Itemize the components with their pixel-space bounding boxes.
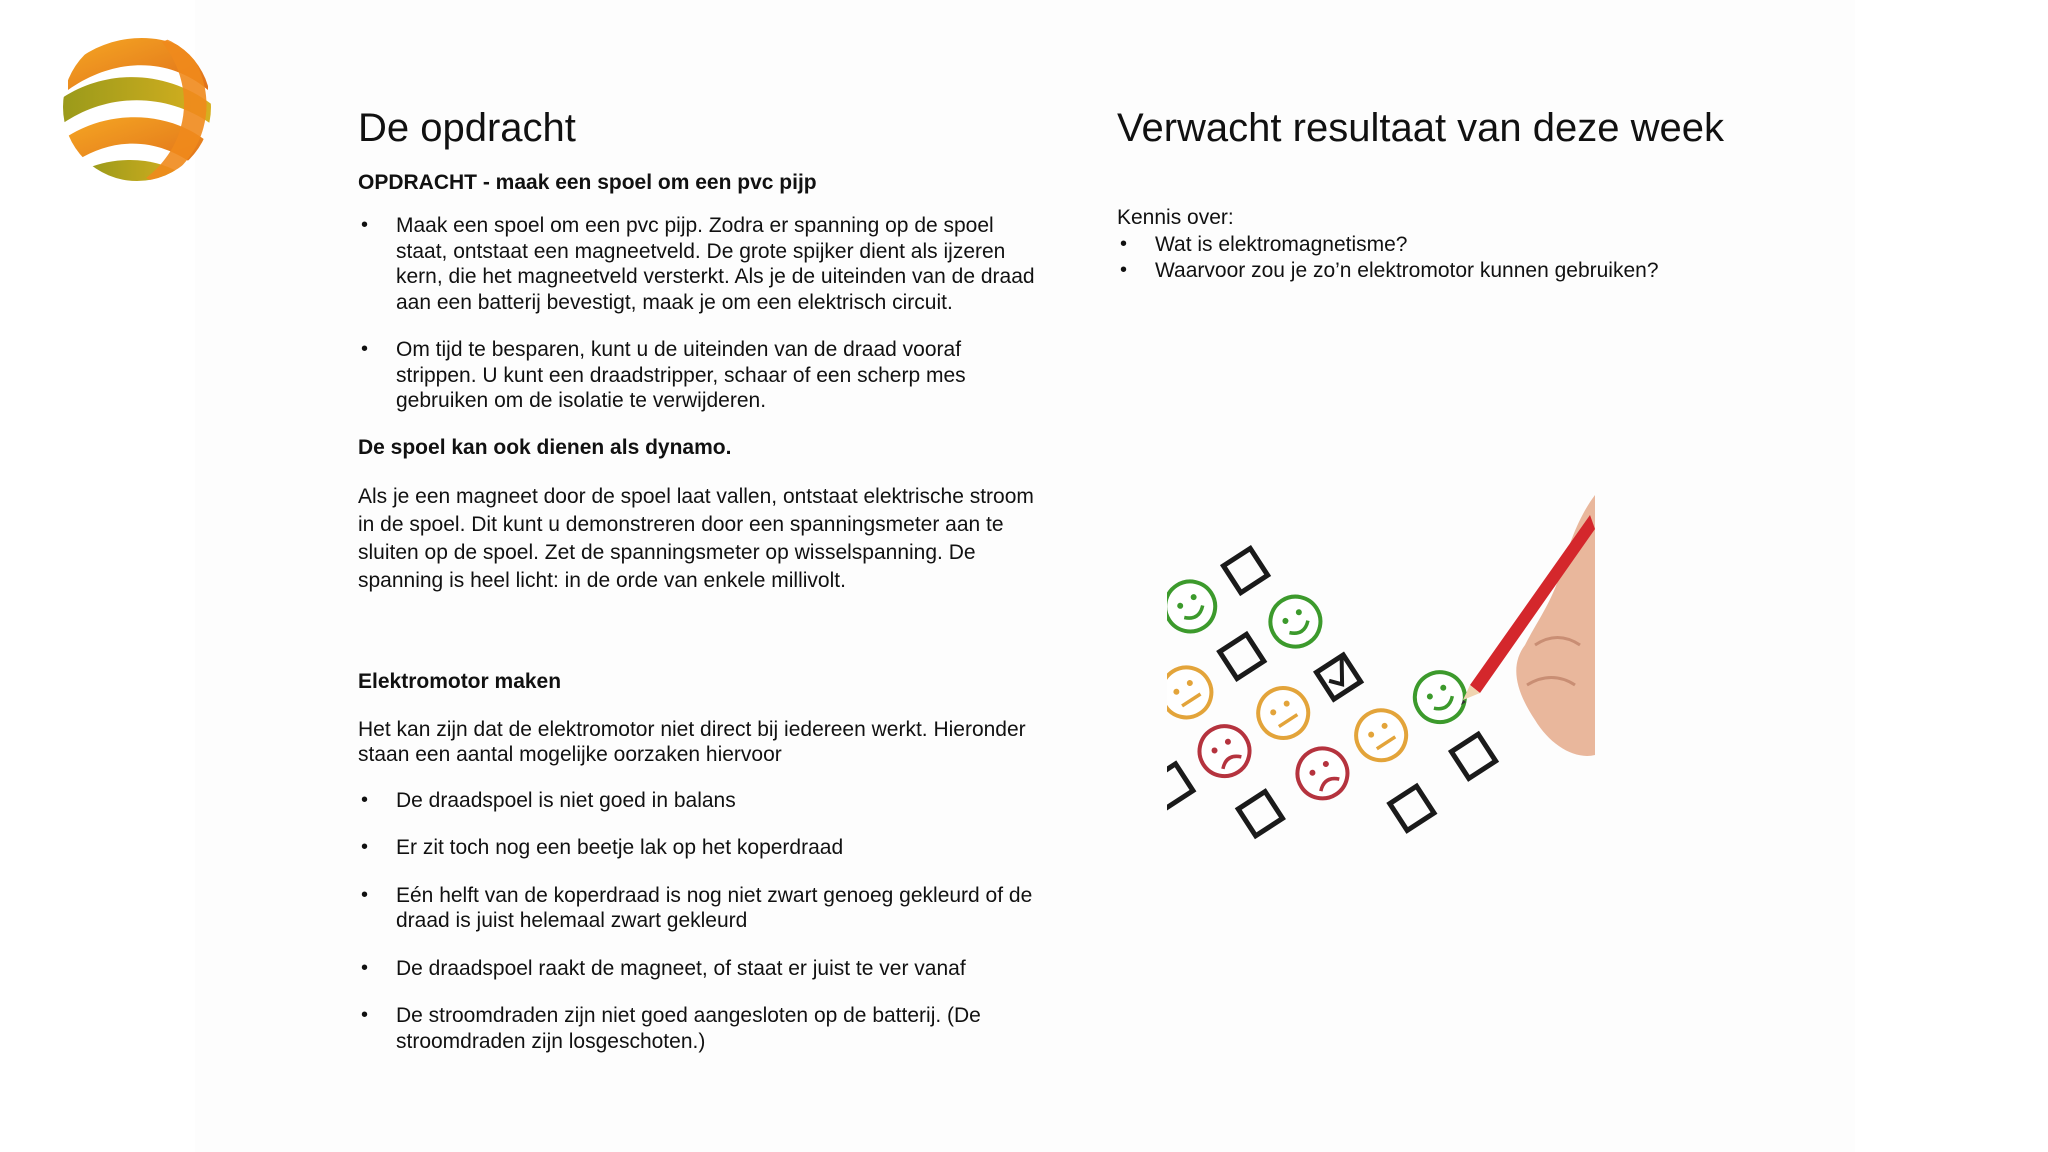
list-item: • Waarvoor zou je zo’n elektromotor kunnen gebruiken?	[1117, 258, 1877, 284]
right-column	[1117, 104, 1877, 283]
dynamo-text: Als je een magneet door de spoel laat vallen, ontstaat elektrische stroom in de spoel. Dit kunt u demonstreren door een spanningsmeter aan te sluiten op de spoel. Zet de spanningsmeter op wisselspanning. De spanning is heel licht: in de orde van enkele millivolt.	[358, 484, 1034, 592]
list-item: • De draadspoel is niet goed in balans	[358, 788, 1038, 814]
pen-hand	[1461, 495, 1595, 756]
list-item: • Maak een spoel om een pvc pijp. Zodra er spanning op de spoel staat, ontstaat een magneetveld. De grote spijker dient als ijzeren kern, die het magneetveld versterkt. Als je de uiteinden van de draad aan een batterij bevestigt, maak je om een elektrisch circuit.	[358, 213, 1038, 315]
list-item: • Om tijd te besparen, kunt u de uiteinden van de draad vooraf strippen. U kunt een draadstripper, schaar of een scherp mes gebruiken om de isolatie te verwijderen.	[358, 337, 1038, 414]
dynamo-heading: De spoel kan ook dienen als dynamo.	[358, 435, 732, 459]
right-title: Verwacht resultaat van deze week	[1117, 106, 1725, 150]
motor-intro: Het kan zijn dat de elektromotor niet direct bij iedereen werkt. Hieronder staan een aantal mogelijke oorzaken hiervoor	[358, 717, 1026, 766]
smiley-checklist-illustration	[1155, 495, 1595, 875]
list-item: • De draadspoel raakt de magneet, of staat er juist te ver vanaf	[358, 956, 1038, 982]
list-item: • Eén helft van de koperdraad is nog niet zwart genoeg gekleurd of de draad is juist helemaal zwart gekleurd	[358, 883, 1038, 934]
knowledge-list	[1117, 232, 1877, 283]
motor-causes-list	[358, 788, 1038, 1055]
assignment-list	[358, 213, 1038, 414]
knowledge-label: Kennis over:	[1117, 206, 1234, 229]
left-column	[358, 104, 1038, 1054]
list-item: • De stroomdraden zijn niet goed aangesloten op de batterij. (De stroomdraden zijn losgeschoten.)	[358, 1003, 1038, 1054]
assignment-heading: OPDRACHT - maak een spoel om een pvc pijp	[358, 171, 817, 194]
motor-heading: Elektromotor maken	[358, 669, 562, 693]
orange-sphere-logo-icon	[58, 28, 216, 186]
list-item: • Er zit toch nog een beetje lak op het koperdraad	[358, 835, 1038, 861]
list-item: • Wat is elektromagnetisme?	[1117, 232, 1877, 258]
left-title: De opdracht	[358, 106, 576, 150]
